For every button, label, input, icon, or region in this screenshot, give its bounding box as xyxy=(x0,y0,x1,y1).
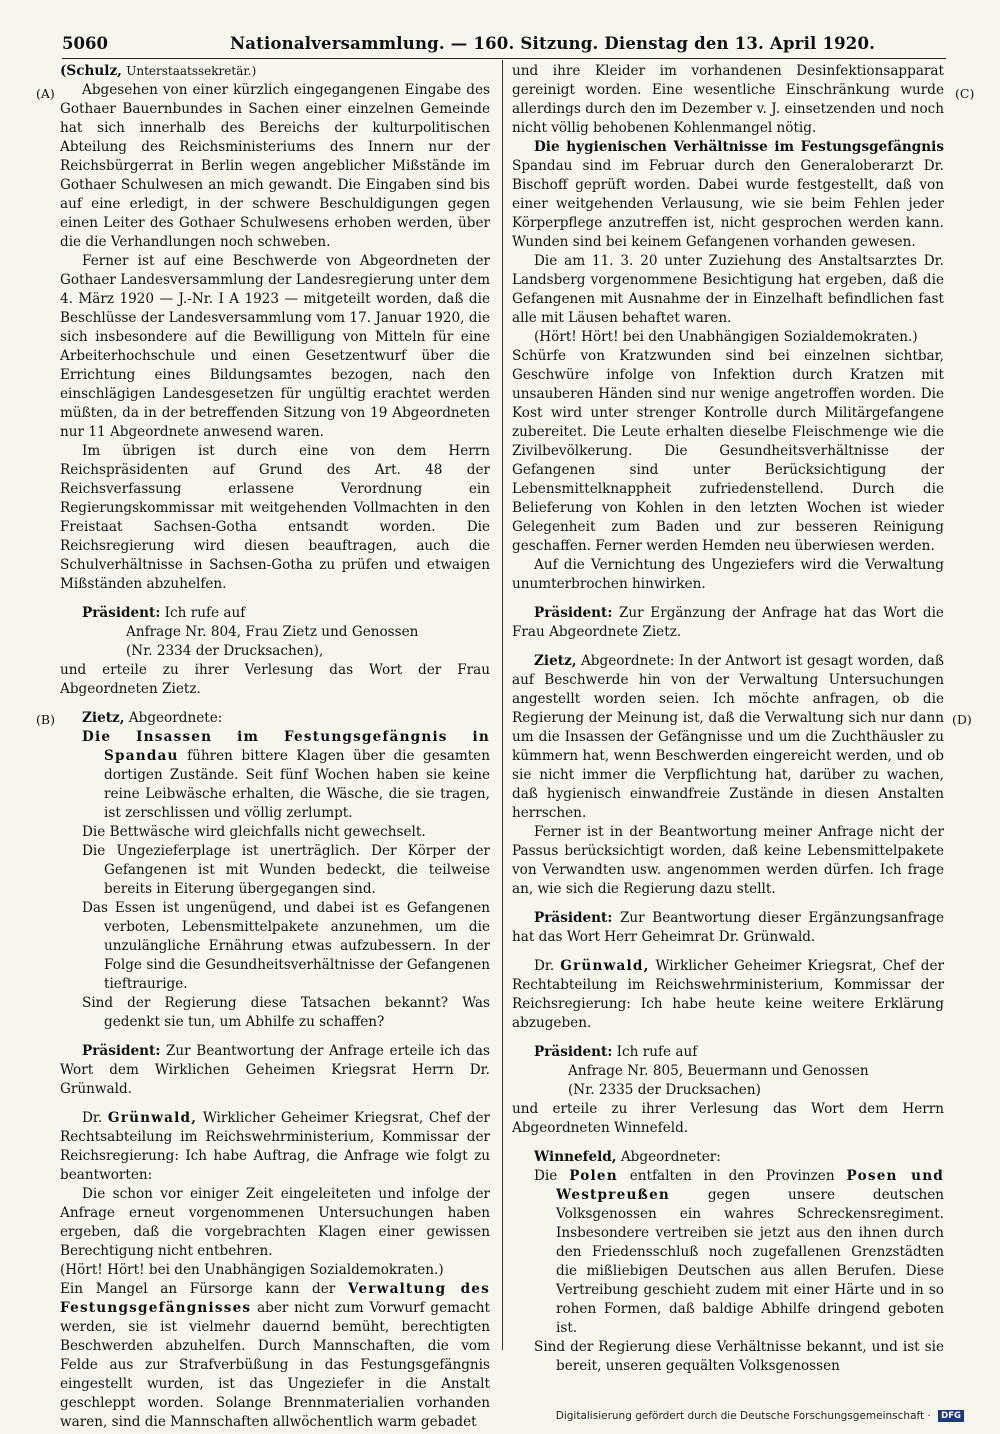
president-label: Präsident: xyxy=(534,910,613,926)
emphasis: Posen und Westpreußen xyxy=(556,1168,945,1203)
inquiry-text: Die Ungezieferplage ist unerträglich. Der Körper der Gefangenen ist mit Wunden bedeckt, die teilweise bereits in Eiterung übergegangen sind. xyxy=(82,843,490,897)
inquiry-text: Die Bettwäsche wird gleichfalls nicht gewechselt. xyxy=(82,824,426,840)
header-rule xyxy=(62,58,946,59)
running-title: Nationalversammlung. — 160. Sitzung. Dienstag den 13. April 1920. xyxy=(230,34,876,53)
inquiry-reference: Anfrage Nr. 804, Frau Zietz und Genossen xyxy=(126,624,419,640)
speaker-heading xyxy=(60,709,490,728)
president-label: Präsident: xyxy=(534,605,613,621)
continuation-speaker xyxy=(60,62,490,81)
inquiry-reference: (Nr. 2334 der Drucksachen), xyxy=(126,643,324,659)
president-call: Präsident: Zur Ergänzung der Anfrage hat das Wort die Frau Abgeordnete Zietz. xyxy=(512,605,944,640)
speaker-name: Zietz, xyxy=(82,710,125,726)
emphasis: Verwaltung des Festungsgefängnisses xyxy=(60,1281,490,1316)
paragraph: Ferner ist in der Beantwortung meiner Anfrage nicht der Passus berücksichtigt worden, daß keine Lebensmittelpakete von Verwandten usw. angenommen werden dürfen. Ich frage an, wie sich die Regierung dazu stellt. xyxy=(512,824,944,897)
page-header xyxy=(62,34,946,58)
emphasis: Die hygienischen Verhältnisse im Festungsgefängnis xyxy=(534,139,944,155)
answer-text: Auf die Vernichtung des Ungeziefers wird die Verwaltung unumterbrochen hinwirken. xyxy=(512,557,944,592)
emphasis: Polen xyxy=(569,1168,618,1184)
speaker-heading xyxy=(512,1148,944,1167)
president-label: Präsident: xyxy=(82,1043,161,1059)
paragraph: und erteile zu ihrer Verlesung das Wort der Frau Abgeordneten Zietz. xyxy=(60,662,490,697)
margin-marker-d: (D) xyxy=(952,712,972,727)
speaker-name: Zietz, xyxy=(534,653,577,669)
margin-marker-a: (A) xyxy=(36,86,55,101)
margin-marker-c: (C) xyxy=(955,86,975,101)
inquiry-text: Die Polen entfalten in den Provinzen Posen und Westpreußen gegen unsere deutschen Volksgenossen ein wahres Schreckensregiment. Insbesondere vertreiben sie jetzt aus den ihnen durch den Friedensschluß noch zugefallenen Grenzstädten die mißliebigen Deutschen aus allen Berufen. Diese Vertreibung geschieht zudem mit einer Härte und in so rohen Formen, daß baldige Abhilfe dringend geboten ist. xyxy=(534,1168,945,1336)
answer-text: Schürfe von Kratzwunden sind bei einzelnen sichtbar, Geschwüre infolge von Infektion durch Kratzen mit unsauberen Händen sind nur wenige angetroffen worden. Die Kost wird unter strenger Kontrolle durch Militärgefangene zubereitet. Die Leute erhalten dieselbe Fleischmenge wie die Zivilbevölkerung. Die Gesundheitsverhältnisse der Gefangenen sind unter Berücksichtigung der Lebensmittelknappheit zufriedenstellend. Durch die Belieferung von Kohlen in den letzten Wochen ist wieder Gelegenheit zum Baden und zur besseren Reinigung geschaffen. Ferner werden Hemden neu überwiesen werden. xyxy=(512,348,944,554)
paragraph: und erteile zu ihrer Verlesung das Wort dem Herrn Abgeordneten Winnefeld. xyxy=(512,1101,944,1136)
interjection: (Hört! Hört! bei den Unabhängigen Sozialdemokraten.) xyxy=(534,329,918,345)
inquiry-reference: (Nr. 2335 der Drucksachen) xyxy=(568,1082,761,1098)
answer-text: Die am 11. 3. 20 unter Zuziehung des Anstaltsarztes Dr. Landsberg vorgenommene Besichtigung hat ergeben, daß die Gefangenen mit Ausnahme der in Einzelhaft befindlichen fast alle mit Läusen behaftet waren. xyxy=(512,253,944,326)
right-column xyxy=(512,62,945,1374)
president-call: Präsident: Ich rufe auf xyxy=(82,605,246,621)
speaker-role: Abgeordnete: xyxy=(128,710,223,726)
president-call: Präsident: Zur Beantwortung dieser Ergänzungsanfrage hat das Wort Herr Geheimrat Dr. Grünwald. xyxy=(512,910,944,945)
speaker-name: (Schulz, xyxy=(60,63,122,79)
speaker-role: Unterstaatssekretär.) xyxy=(126,64,257,78)
inquiry-text: Sind der Regierung diese Verhältnisse bekannt, und ist sie bereit, unseren gequälten Volksgenossen xyxy=(534,1339,944,1374)
president-call: Präsident: Zur Beantwortung der Anfrage erteile ich das Wort dem Wirklichen Geheimen Kriegsrat Herrn Dr. Grünwald. xyxy=(60,1043,490,1097)
inquiry-text: Sind der Regierung diese Tatsachen bekannt? Was gedenkt sie tun, um Abhilfe zu schaffen? xyxy=(82,995,490,1030)
answer-text: und ihre Kleider im vorhandenen Desinfektionsapparat gereinigt worden. Eine wesentliche Einschränkung wurde allerdings durch den im Dezember v. J. einsetzenden und noch nicht völlig behobenen Kohlenmangel nötig. xyxy=(512,63,944,136)
margin-marker-b: (B) xyxy=(36,712,55,727)
digitization-credit: Digitalisierung gefördert durch die Deutsche Forschungsgemeinschaft · DFG xyxy=(556,1410,964,1422)
speaker-heading: Dr. Grünwald, Wirklicher Geheimer Kriegsrat, Chef der Rechtabteilung im Reichswehrministerium, Kommissar der Reichsregierung: Ich habe heute keine weitere Erklärung abzugeben. xyxy=(512,958,945,1031)
paragraph: Abgesehen von einer kürzlich eingegangenen Eingabe des Gothaer Bauernbundes in Sachen einer einzelnen Gemeinde hat sich innerhalb des Bereichs der kulturpolitischen Abteilung des Reichsministeriums des Innern nur der Reichsbürgerrat in Berlin wegen angeblicher Mißstände im Gothaer Schulwesen an mich gewandt. Die Eingaben sind bis auf eine erledigt, in der schwere Beschuldigungen gegen einen Leiter des Gothaer Schulwesens erhoben werden, über die die Verhandlungen noch schweben. xyxy=(60,82,490,250)
dfg-logo-icon: DFG xyxy=(938,1410,964,1422)
left-column xyxy=(60,62,490,1430)
speaker-name: Winnefeld, xyxy=(534,1149,617,1165)
president-label: Präsident: xyxy=(82,605,161,621)
answer-text: Die schon vor einiger Zeit eingeleiteten und infolge der Anfrage erneut vorgenommenen Untersuchungen haben ergeben, daß die vorgebrachten Klagen einer gewissen Berechtigung nicht entbehren. xyxy=(60,1186,490,1259)
interjection: (Hört! Hört! bei den Unabhängigen Sozialdemokraten.) xyxy=(60,1262,444,1278)
president-call: Präsident: Ich rufe auf xyxy=(534,1044,698,1060)
answer-text: Die hygienischen Verhältnisse im Festungsgefängnis Spandau sind im Februar durch den Generaloberarzt Dr. Bischoff geprüft worden. Dabei wurde festgestellt, daß von einer weitgehenden Verlausung, wie sie beim Fehlen jeder Körperpflege anzutreffen ist, nicht gesprochen werden kann. Wunden sind bei keinem Gefangenen vorhanden gewesen. xyxy=(512,139,944,250)
speaker-heading: Zietz, Abgeordnete: In der Antwort ist gesagt worden, daß auf Beschwerde hin von der Verwaltung Untersuchungen angestellt worden seien. Ich möchte anfragen, ob die Regierung der Meinung ist, daß die Verwaltung sich nur dann um die Insassen der Gefängnisse und um die Zuchthäusler zu kümmern hat, wenn Beschwerden eingereicht werden, und ob sie nicht immer die Verpflichtung hat, darüber zu wachen, daß hygienisch einwandfreie Zustände in diesen Anstalten herrschen. xyxy=(512,653,944,821)
speaker-heading: Dr. Grünwald, Wirklicher Geheimer Kriegsrat, Chef der Rechtsabteilung im Reichswehrministerium, Kommissar der Reichsregierung: Ich habe Auftrag, die Anfrage wie folgt zu beantworten: xyxy=(60,1110,490,1183)
speaker-role: Abgeordneter: xyxy=(620,1149,721,1165)
speaker-name: Grünwald, xyxy=(560,958,650,974)
answer-text: Ein Mangel an Fürsorge kann der Verwaltung des Festungsgefängnisses aber nicht zum Vorwurf gemacht werden, sie ist vielmehr dauernd bemüht, berechtigten Beschwerden abzuhelfen. Durch Mannschaften, die vom Felde aus zur Strafverbüßung in das Festungsgefängnis eingestellt wurden, ist das Ungeziefer in die Anstalt geschleppt worden. Solange Brennmaterialien vorhanden waren, sind die Mannschaften allwöchentlich warm gebadet xyxy=(60,1281,490,1430)
emphasis: Die Insassen im Festungsgefängnis in Spandau xyxy=(82,729,490,764)
paragraph: Im übrigen ist durch eine von dem Herrn Reichspräsidenten auf Grund des Art. 48 der Reichsverfassung erlassene Verordnung ein Regierungskommissar mit weitgehenden Vollmachten in den Freistaat Sachsen-Gotha entsandt worden. Die Reichsregierung wird diesen beauftragen, auch die Schulverhältnisse in Sachsen-Gotha zu prüfen und etwaigen Mißständen abzuhelfen. xyxy=(60,443,490,592)
page-number: 5060 xyxy=(62,34,108,53)
column-divider xyxy=(502,60,503,1350)
president-label: Präsident: xyxy=(534,1044,613,1060)
inquiry-text: Das Essen ist ungenügend, und dabei ist es Gefangenen verboten, Lebensmittelpakete anzunehmen, um die unzulängliche Ernährung etwas aufzubessern. In der Folge sind die Gesundheitsverhältnisse der Gefangenen tieftraurige. xyxy=(82,900,490,992)
speaker-name: Grünwald, xyxy=(107,1110,198,1126)
paragraph: Ferner ist auf eine Beschwerde von Abgeordneten der Gothaer Landesversammlung der Landesregierung unter dem 4. März 1920 — J.-Nr. I A 1923 — mitgeteilt worden, daß die Beschlüsse der Landesversammlung vom 17. Januar 1920, die sich insbesondere auf die Bewilligung von Mitteln für eine Arbeiterhochschule und einen Gesetzentwurf über die Errichtung eines Bildungsamtes bezogen, nach den einschlägigen Landesgesetzen für ungültig erachtet werden müßten, da in der betreffenden Sitzung von 19 Abgeordneten nur 11 Abgeordnete anwesend waren. xyxy=(60,253,490,440)
inquiry-text: Die Insassen im Festungsgefängnis in Spandau führen bittere Klagen über die gesamten dortigen Zustände. Seit fünf Wochen haben sie keine reine Leibwäsche erhalten, die Wäsche, die sie tragen, ist zerschlissen und völlig zerlumpt. xyxy=(82,729,490,821)
inquiry-reference: Anfrage Nr. 805, Beuermann und Genossen xyxy=(568,1063,869,1079)
